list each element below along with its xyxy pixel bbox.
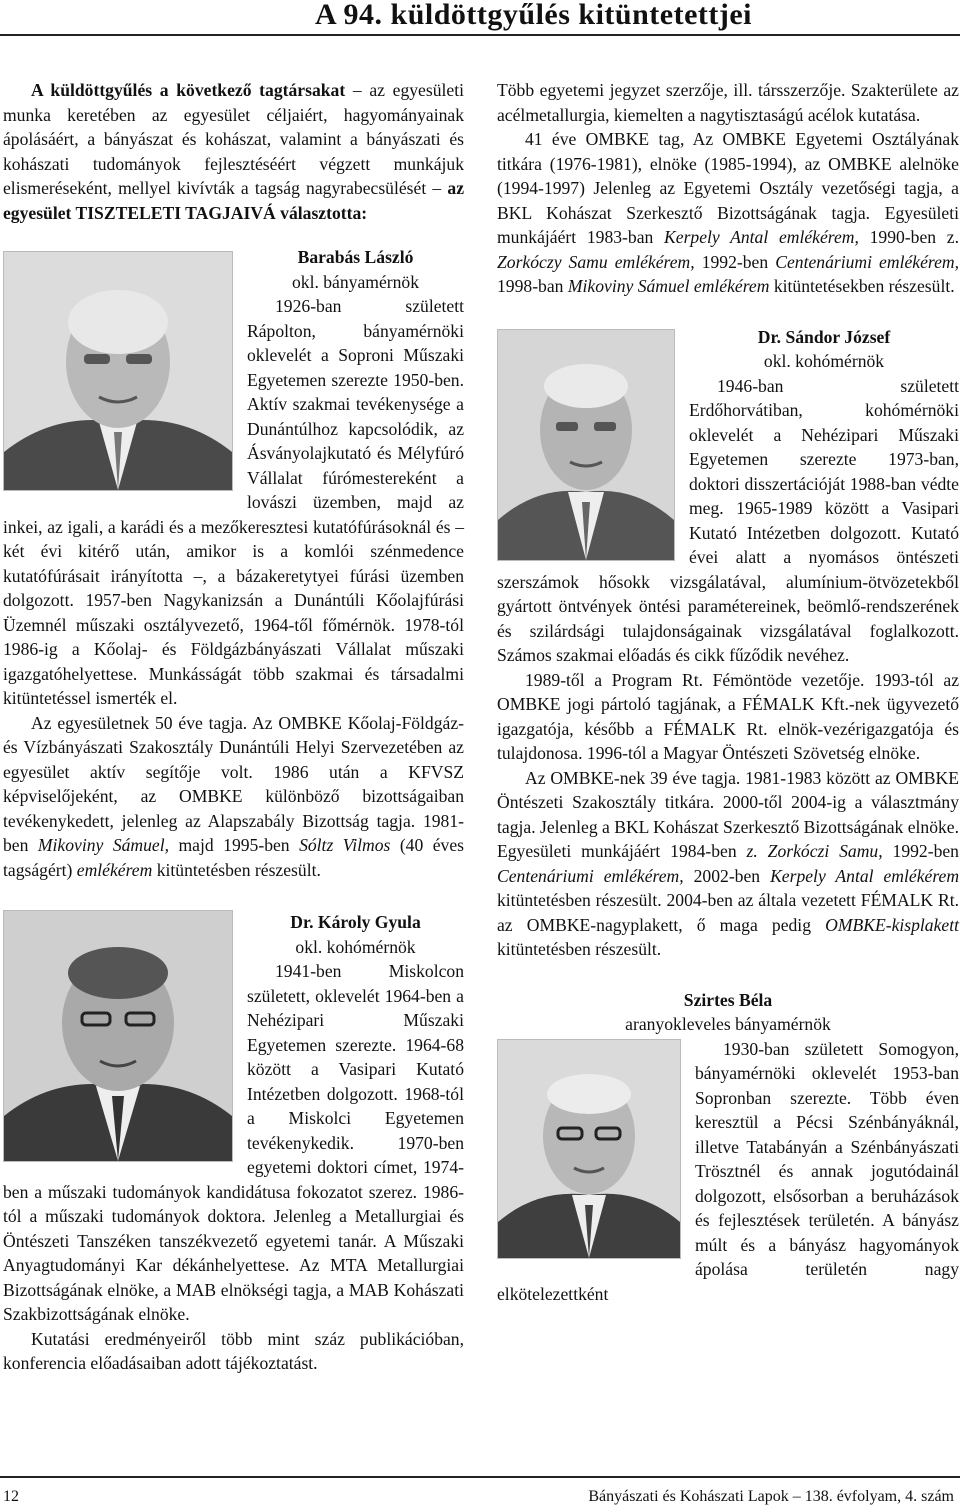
- page-number: 12: [3, 1488, 19, 1505]
- bio-karoly-p1: 1941-ben Miskolcon született, oklevelét 1964-ben a Nehézipari Műszaki Egyetemen szerezte. 1964-68 között a Vasipari Kutató Intézetben dolgozott. 1968-tól a Miskolci Egyetemen tevékenykedik. 1970-ben egyetemi doktori címet, 1974-ben a műszaki tudományok kandidátusa fokozatot szerez. 1986-tól a műszaki tudományok doktora. Jelenleg a Metallurgiai és Öntészeti Tanszéken tanszékvezető egyetemi tanár. A Műszaki Anyagtudományi Kar dékánhelyettese. Az MTA Metallurgiai Bizottságának elnöke, a MAB elnökségi tagja, a MAB Kohászati Szakbizottságának elnöke.: [3, 961, 464, 1324]
- bio-szirtes-p1: 1930-ban született Somogyon, bányamérnöki oklevelét 1953-ban Sopronban szerezte. Több éven keresztül a Pécsi Szénbányáknál, illetve Tatabányán a Szénbányászati Trösztnél és annak jogutódainál dolgozott, elsősorban a beruházások és fejlesztések területén. A bányász múlt és a bányász hagyományok ápolása területén nagy elkötelezettként: [497, 1038, 959, 1304]
- portrait-karoly-gyula: [3, 910, 233, 1162]
- degree-sandor-jozsef: okl. kohómérnök: [763, 351, 885, 371]
- bio-sandor-p1: 1946-ban született Erdőhorvátiban, kohómérnöki oklevelét a Nehézipari Műszaki Egyetemen szerezte 1973-ban, doktori disszertációját 1988-ban védte meg. 1965-1989 között a Vasipari Kutató Intézetben dolgozott. Kutató évei alatt a nyomásos öntészeti szerszámok hősokk vizsgálatával, alumínium-ötvözetekből gyártott öntvények öntési paramétereinek, beömlő-rendszerének és szilárdsági tulajdonságainak vizsgálatával foglalkozott. Számos szakmai előadás és cikk fűződik nevéhez.: [497, 375, 959, 665]
- bio-sandor-p2: 1989-től a Program Rt. Fémöntöde vezetője. 1993-tól az OMBKE jogi pártoló tagjának, a FÉMALK Kft.-nek ügyvezető igazgatója, később a FÉMALK Rt. elnök-vezérigazgatója és tulajdonosa. 1996-tól a Magyar Öntészeti Szövetség elnöke.: [497, 669, 959, 763]
- bio-sandor-p3: Az OMBKE-nek 39 éve tagja. 1981-1983 között az OMBKE Öntészeti Szakosztály titkára. 2000-től 2004-ig a választmány tagja. Jelenleg a BKL Kohászat Szerkesztő Bizottságának elnöke. Egyesületi munkájáért 1984-ben z. Zorkóczi Samu, 1992-ben Centenáriumi emlékérem, 2002-ben Kerpely Antal emlékérem kitüntetésben részesült. 2004-ben az általa vezetett FÉMALK Rt. az OMBKE-nagyplakett, ő maga pedig OMBKE-kisplakett kitüntetésben részesült.: [497, 767, 960, 959]
- intro-bold-start: A küldöttgyűlés a következő tagtársakat: [31, 80, 346, 100]
- journal-reference: Bányászati és Kohászati Lapok – 138. évfolyam, 4. szám: [588, 1488, 954, 1505]
- page-footer: [0, 1476, 960, 1509]
- degree-karoly-gyula: okl. kohómérnök: [295, 936, 416, 957]
- portrait-szirtes-bela: [497, 1039, 681, 1259]
- bio-barabas-p1: 1926-ban született Rápolton, bányamérnöki oklevelét a Soproni Műszaki Egyetemen szerezte 1950-ben. Aktív szakmai tevékenysége a Dunántúlhoz kapcsolódik, az Ásványolajkutató és Mélyfúró Vállalat fúrómestereként a lovászi üzemben, majd az inkei, az igali, a karádi és a mezőkeresztesi kutatófúrásoknál és – két évi kitérő után, amikor is a komlói szénmedence kutatófúrásait irányította –, a bázakeretytyei fúrási üzemben dolgozott. 1957-ben Nagykanizsán a Dunántúli Kőolajfúrási Üzemnél műszaki osztályvezető, 1964-től főmérnök. 1978-tól 1986-ig a Kőolaj- és Földgázbányászati Vállalat műszaki igazgatóhelyettese. Munkásságát több szakmai és társadalmi kitüntetéssel ismerték el.: [3, 296, 464, 708]
- right-column: [497, 78, 959, 1306]
- name-barabas-laszlo: Barabás László: [297, 247, 414, 267]
- page-title: A 94. küldöttgyűlés kitüntetettjei: [0, 0, 960, 36]
- intro-bold-end: az egyesület TISZTELETI TAGJAIVÁ választotta:: [3, 178, 464, 223]
- bio-karoly-p2: Kutatási eredményeiről több mint száz publikációban, konferencia előadásaiban adott tájékoztatást.: [3, 1328, 464, 1373]
- portrait-sandor-jozsef: [497, 329, 675, 561]
- intro-paragraph: [3, 78, 464, 225]
- degree-szirtes-bela: aranyokleveles bányamérnök: [625, 1014, 831, 1034]
- degree-barabas-laszlo: okl. bányamérnök: [291, 271, 420, 292]
- bio-karoly-p4: 41 éve OMBKE tag, Az OMBKE Egyetemi Osztályának titkára (1976-1981), elnöke (1985-1994), az OMBKE alelnöke (1994-1997) Jelenleg az Egyetemi Osztály vezetőségi tagja, a BKL Kohászat Szerkesztő Bizottságának tagja. Egyesületi munkájáért 1983-ban Kerpely Antal emlékérem, 1990-ben z. Zorkóczy Samu emlékérem, 1992-ben Centenáriumi emlékérem, 1998-ban Mikoviny Sámuel emlékérem kitüntetésekben részesült.: [497, 129, 959, 296]
- name-sandor-jozsef: Dr. Sándor József: [757, 326, 891, 347]
- portrait-barabas-laszlo: [3, 251, 233, 491]
- left-column: [3, 78, 464, 1376]
- name-karoly-gyula: Dr. Károly Gyula: [290, 912, 421, 932]
- bio-karoly-p3: Több egyetemi jegyzet szerzője, ill. társszerzője. Szakterülete az acélmetallurgia, kiemelten a nagytisztaságú acélok kutatása.: [497, 80, 959, 125]
- intro-text: – az egyesületi munka keretében az egyesület céljaiért, hagyományainak ápolásáért, a bányászat és kohászat, valamint a bányászati és kohászati tudományok fejlesztéséért végzett munkájuk elismeréseként, mellyel kivívták a tagság nagyrabecsülését –: [3, 80, 464, 198]
- bio-barabas-p2: Az egyesületnek 50 éve tagja. Az OMBKE Kőolaj-Földgáz- és Vízbányászati Szakosztály Dunántúli Helyi Szervezetében az egyesület aktív segítője volt. 1986 után a KFVSZ képviselőjeként, az OMBKE különböző bizottságaiban tevékenykedett, jelenleg az Alapszabály Bizottság tagja. 1981-ben Mikoviny Sámuel, majd 1995-ben Sóltz Vilmos (40 éves tagságért) emlékérem kitüntetésben részesült.: [3, 712, 465, 880]
- name-szirtes-bela: Szirtes Béla: [683, 989, 773, 1010]
